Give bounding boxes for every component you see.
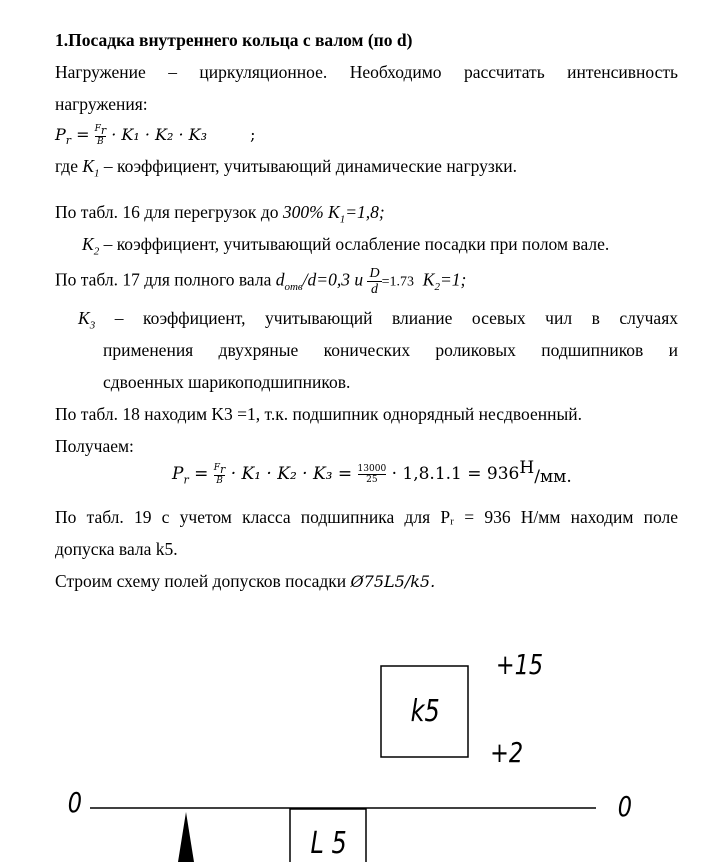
denominator: d — [371, 282, 379, 297]
denominator: B — [97, 136, 104, 147]
text: – коэффициент, учитывающий динамические нагрузки. — [99, 156, 518, 176]
paragraph-line: нагружения: — [55, 94, 148, 114]
formula-mid: · K₁ · K₂ · K₃ = — [230, 464, 353, 484]
formula-pr: $P_r$ = $\frac{F_r}{B}$ · K₁ · K₂ · K₃ ; — [55, 123, 256, 148]
formula-rest: · K₁ · K₂ · K₃ — [111, 124, 208, 144]
text: По табл. 17 для полного вала — [55, 269, 276, 290]
value: 300% K — [282, 202, 340, 222]
text: По табл. 16 для перегрузок до — [55, 202, 283, 222]
value: =1; — [439, 269, 467, 290]
k5-label: k5 — [410, 694, 440, 729]
formula-subscript: r — [65, 134, 72, 148]
text: – коэффициент, учитывающий ослабление посадки при полом вале. — [99, 234, 610, 254]
subscript: 3 — [89, 319, 96, 332]
arrow-up-icon — [178, 812, 194, 862]
lower-deviation-label: +2 — [490, 736, 524, 769]
k-symbol: K — [82, 234, 94, 254]
formula-result: $P_r$ = $\frac{F_r}{B}$ · K₁ · K₂ · K₃ = $\frac{13000}{25}$ · 1,8.1.1 = 936Н/мм. — [172, 458, 572, 487]
paragraph-line: применения двухряные конических роликовых подшипников и — [103, 340, 678, 360]
formula-rest: · 1,8.1.1 = 936 — [391, 464, 520, 484]
subscript: r — [183, 473, 189, 487]
upper-deviation-label: +15 — [495, 648, 544, 681]
numerator: D — [369, 266, 380, 281]
zero-label-left: 0 — [67, 786, 83, 819]
zero-label-right: 0 — [617, 790, 633, 823]
fit-designation: Ø75L5/k5. — [350, 572, 436, 591]
k-symbol: K — [78, 308, 90, 328]
paragraph-line: Получаем: — [55, 436, 134, 456]
denominator: 25 — [366, 475, 378, 485]
paragraph-line: Нагружение – циркуляционное. Необходимо рассчитать интенсивность — [55, 62, 678, 82]
formula-symbol: P — [55, 124, 66, 144]
subscript: r — [220, 462, 226, 476]
paragraph-line: сдвоенных шарикоподшипников. — [103, 372, 351, 392]
section-heading: 1.Посадка внутреннего кольца с валом (по d) — [55, 30, 413, 50]
paragraph-line: По табл. 19 с учетом класса подшипника для Pᵣ = 936 Н/мм находим поле — [55, 507, 678, 527]
numerator: F — [94, 124, 101, 134]
l5-label: L 5 — [310, 826, 347, 861]
subscript: 1 — [339, 213, 346, 226]
k-symbol: K — [422, 269, 435, 290]
subscript: 2 — [434, 281, 440, 294]
unit: /мм. — [534, 467, 572, 487]
subscript: r — [100, 123, 107, 137]
ratio: /d=0,3 и — [302, 269, 368, 290]
subscript: отв — [284, 281, 303, 294]
text: – коэффициент, учитывающий влиание осевых чил в случаях — [95, 308, 678, 328]
denominator: B — [216, 475, 223, 486]
value: =1,8; — [345, 202, 385, 222]
numerator: F — [213, 463, 221, 474]
text: где — [55, 156, 83, 176]
subscript: 1 — [94, 167, 100, 180]
unit: Н — [519, 458, 535, 478]
paragraph-line: По табл. 18 находим K3 =1, т.к. подшипник однорядный несдвоенный. — [55, 404, 582, 424]
k-symbol: K — [82, 156, 95, 176]
text: Строим схему полей допусков посадки — [55, 571, 351, 591]
subscript: 2 — [93, 245, 100, 258]
numerator: 13000 — [357, 464, 387, 474]
paragraph-line: допуска вала k5. — [55, 539, 178, 559]
semicolon: ; — [250, 124, 256, 144]
formula-symbol: P — [172, 464, 184, 484]
value: =1.73 — [381, 274, 415, 290]
d-symbol: d — [275, 269, 285, 290]
